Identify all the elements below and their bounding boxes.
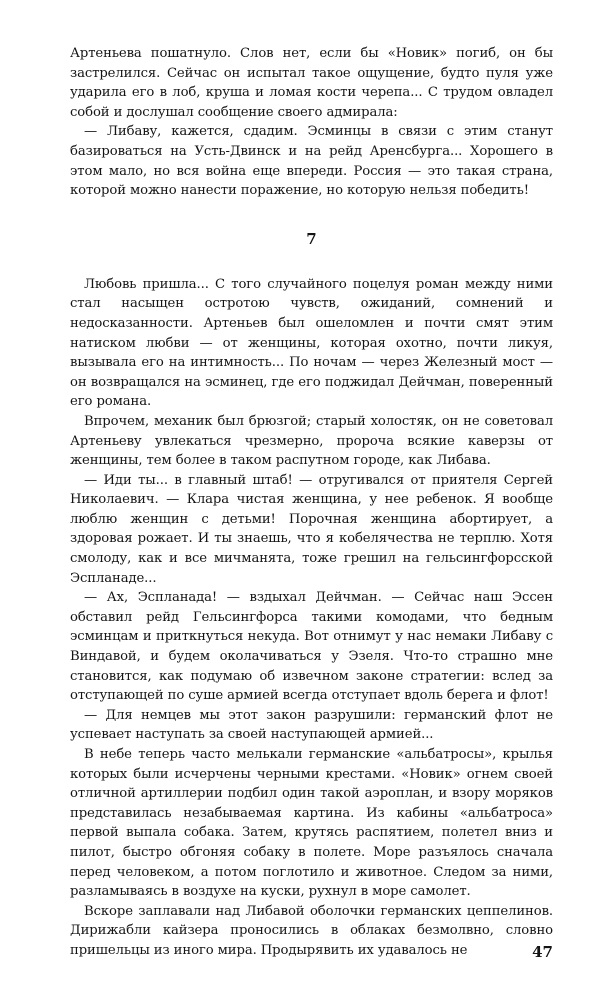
paragraph-5: — Для немцев мы этот закон разрушили: германский флот не успевает наступать за своей наступающей армией... [70,707,553,743]
paragraph-2: Впрочем, механик был брюзгой; старый холостяк, он не советовал Артеньеву увлекаться чрезмерно, пророча всякие каверзы от женщины, тем более в таком распутном городе, как Либава. [70,413,553,469]
paragraph-6: В небе теперь часто мелькали германские «альбатросы», крылья которых были исчерчены черными крестами. «Новик» огнем своей отличной артиллерии подбил один такой аэроплан, и взору моряков представилась незабываемая картина. Из кабины «альбатроса» первой выпала собака. Затем, крутясь распятием, полетел вниз и пилот, быстро обгоняя собаку в полете. Море разъялось сначала перед человеком, а потом поглотило и животное. Следом за ними, разламываясь в воздухе на куски, рухнул в море самолет. [70,747,553,900]
page-number: 47 [532,943,553,961]
paragraph-1: Любовь пришла... С того случайного поцелуя роман между ними стал насыщен остротою чувств, ожиданий, сомнений и недосказанности. Артеньев был ошеломлен и почти смят этим натиском любви — от женщины, которая охотно, почти ликуя, вызывала его на интимность... По ночам — через Железный мост — он возвращался на эсминец, где его поджидал Дейчман, поверенный его романа. [70,276,553,410]
paragraph-top-2: — Либаву, кажется, сдадим. Эсминцы в связи с этим станут базироваться на Усть-Двинск и на рейд Аренсбурга... Хорошего в этом мало, но вся война еще впереди. Россия — это такая страна, которой можно нанести поражение, но которую нельзя победить! [70,124,553,199]
paragraph-4: — Ах, Эспланада! — вздыхал Дейчман. — Сейчас наш Эссен обставил рейд Гельсингфорса такими комодами, что бедным эсминцам и приткнуться некуда. Вот отнимут у нас немаки Либаву с Виндавой, и будем околачиваться у Эзеля. Что-то страшно мне становится, как подумаю об извечном законе стратегии: вслед за отступающей по суше армией всегда отступает вдоль берега и флот! [70,590,553,704]
paragraph-top-1: Артеньева пошатнуло. Слов нет, если бы «Новик» погиб, он бы застрелился. Сейчас он испытал такое ощущение, будто пуля уже ударила его в лоб, круша и ломая кости черепа... С трудом овладел собой и дослушал сообщение своего адмирала: [70,46,553,120]
chapter-number: 7 [306,229,317,248]
paragraph-7: Вскоре заплавали над Либавой оболочки германских цеппелинов. Дирижабли кайзера проносились в облаках безмолвно, словно пришельцы из иного мира. Продырявить их удавалось не [70,903,553,958]
paragraph-3: — Иди ты... в главный штаб! — отругивался от приятеля Сергей Николаевич. — Клара чистая женщина, у нее ребенок. Я вообще люблю женщин с детьми! Порочная женщина абортирует, а здоровая рожает. И ты знаешь, что я кобелячества не терплю. Хотя смолоду, как и все мичманята, тоже грешил на гельсингфорсской Эспланаде... [70,472,553,586]
page-body [70,44,553,961]
